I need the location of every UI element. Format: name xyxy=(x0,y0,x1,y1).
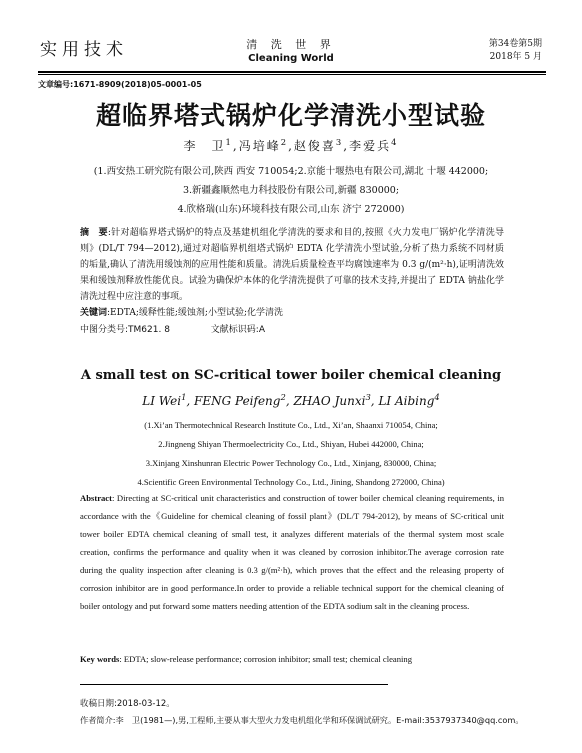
author-sup: 2 xyxy=(280,392,286,402)
authors-en: LI Wei$^1$, FENG Peifeng$^2$, ZHAO Junxi$^3$, LI Aibing$^4$ xyxy=(142,392,440,408)
affiliation-line: 4.欣格瑞(山东)环境科技有限公司,山东 济宁 272000) xyxy=(177,204,405,215)
affiliation-line: 3.Xinjang Xinshunran Electric Power Technology Co., Ltd., Xinjang, 830000, China; xyxy=(145,458,437,468)
document-code: 文献标识码:A xyxy=(210,325,265,335)
author-name: 李 卫 xyxy=(183,139,226,153)
issue-date: 2018年 5 月 xyxy=(489,52,542,62)
authors-cn: 李 卫$^1$,冯培峰$^2$,赵俊喜$^3$,李爱兵$^4$ xyxy=(183,137,399,153)
author-sup: 1 xyxy=(181,392,187,402)
classification-number: 中图分类号:TM621. 8 xyxy=(80,325,170,335)
author-name: FENG Peifeng xyxy=(194,394,281,408)
keywords-text-en: : EDTA; slow-release performance; corrosion inhibitor; small test; chemical cleaning xyxy=(119,654,412,664)
author-name: ZHAO Junxi xyxy=(293,394,366,408)
author-introduction: 作者简介:李 卫(1981—),男,工程师,主要从事大型火力发电机组化学和环保调试研究。E-mail:3537937340@qq.com。 xyxy=(80,715,524,725)
author-sup: 4 xyxy=(434,392,440,402)
header-rule-thin xyxy=(38,74,546,75)
affiliations-cn xyxy=(0,162,582,219)
abstract-en xyxy=(80,489,504,615)
author-sup: 3 xyxy=(365,392,371,402)
affiliation-line: 3.新疆鑫顺然电力科技股份有限公司,新疆 830000; xyxy=(182,185,400,196)
affiliation-line: (1.西安热工研究院有限公司,陕西 西安 710054;2.京能十堰热电有限公司,湖北 十堰 442000; xyxy=(93,166,489,177)
issue-info xyxy=(489,38,542,64)
journal-name-en: Cleaning World xyxy=(248,53,334,64)
volume-issue: 第34卷第5期 xyxy=(488,39,542,49)
abstract-text-en: : Directing at SC-critical unit characteristics and construction of tower boiler chemical cleaning requirements, in accordance with the《Guideline for chemical cleaning of fossil plant》(DL/T 794-2012), by means of SC-critical unit tower boiler EDTA chemical cleaning of small test, it analyzes different materials of the thermal system most scale creation, confirms the performance and quality when it was cleaned by corrosion inhibitor.The average corrosion rate during the quality inspection after cleaning is 0.3 g/(m²·h), which proves that the effect and the releasing property of corrosion inhibitor are in good performance.In order to provide a reliable technical support for the chemical cleaning of boiler ontology and put forward some matters needing attention of the EDTA sodium salt in the cleaning process. xyxy=(80,493,504,611)
abstract-label-cn: 摘 要 xyxy=(80,228,108,238)
header-rule xyxy=(38,71,546,73)
author-name: 赵俊喜 xyxy=(293,139,336,153)
received-date: 收稿日期:2018-03-12。 xyxy=(80,699,175,709)
author-name: 李爱兵 xyxy=(349,139,392,153)
affiliation-line: 4.Scientific Green Environmental Technology Co., Ltd., Jining, Shandong 272000, China) xyxy=(137,477,445,487)
column-name: 实用技术 xyxy=(40,40,128,60)
author-name: LI Wei xyxy=(142,394,182,408)
abstract-text-cn: :针对超临界塔式锅炉的特点及基建机组化学清洗的要求和目的,按照《火力发电厂锅炉化学清洗导则》(DL/T 794—2012),通过对超临界机组塔式锅炉 EDTA 化学清洗小型试验,分析了热力系统不同材质的垢量,确认了清洗用缓蚀剂的应用性能和质量。清洗后质量检查平均腐蚀速率为 0.3 g/(m²·h),证明清洗效果和缓蚀剂释放性能优良。试验为确保炉本体的化学清洗提供了可靠的技术支持,并提出了 EDTA 钠盐化学清洗过程中应注意的事项。 xyxy=(80,228,504,302)
classification-line xyxy=(80,322,265,335)
author-sup: 3 xyxy=(335,137,344,147)
journal-name-cn: 清 洗 世 界 xyxy=(246,38,336,51)
affiliation-line: (1.Xi’an Thermotechnical Research Institute Co., Ltd., Xi’an, Shaanxi 710054, China; xyxy=(144,420,438,430)
keywords-en xyxy=(80,654,504,664)
keywords-cn xyxy=(80,305,504,318)
author-name: 冯培峰 xyxy=(238,139,281,153)
keywords-label-en: Key words xyxy=(80,654,120,664)
abstract-cn xyxy=(80,225,504,305)
article-number: 文章编号:1671-8909(2018)05-0001-05 xyxy=(38,80,202,89)
paper-title-en: A small test on SC-critical tower boiler chemical cleaning xyxy=(80,368,502,383)
footnote-rule xyxy=(80,684,388,685)
author-name: LI Aibing xyxy=(378,394,435,408)
paper-title-cn: 超临界塔式锅炉化学清洗小型试验 xyxy=(95,101,486,130)
affiliations-en xyxy=(0,416,582,492)
keywords-text-cn: :EDTA;缓释性能;缓蚀剂;小型试验;化学清洗 xyxy=(107,308,283,318)
affiliation-line: 2.Jingneng Shiyan Thermoelectricity Co., Ltd., Shiyan, Hubei 442000, China; xyxy=(158,439,424,449)
author-sup: 4 xyxy=(391,137,399,147)
author-sup: 1 xyxy=(225,137,233,147)
abstract-label-en: Abstract xyxy=(80,493,112,503)
keywords-label-cn: 关键词 xyxy=(80,308,108,318)
author-sup: 2 xyxy=(280,137,289,147)
